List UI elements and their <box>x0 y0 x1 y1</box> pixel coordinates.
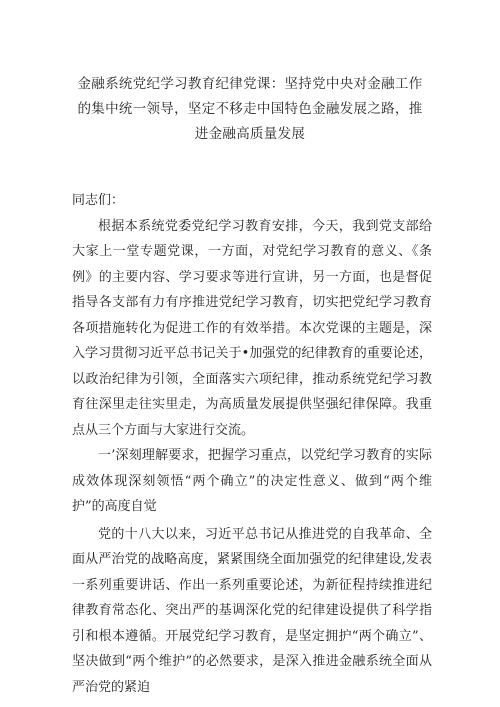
body-paragraph: 党的十八大以来，习近平总书记从推进党的自我革命、全面从严治党的战略高度，紧紧围绕全面加强党的纪律建设,发表一系列重要讲话、作出一系列重要论述，为新征程持续推进纪律教育常态化、突出严的基调深化党的纪律建设提供了科学指引和根本遵循。开展党纪学习教育，是坚定拥护“两个确立”、坚决做到“两个维护”的必然要求，是深入推进金融系统全面从严治党的紧迫 <box>72 526 432 695</box>
body-paragraph: 根据本系统党委党纪学习教育安排，今天，我到党支部给大家上一堂专题党课，一方面，对党纪学习教育的意义、《条例》的主要内容、学习要求等进行宣讲，另一方面，也是督促指导各支部有力有序推进党纪学习教育，切实把党纪学习教育各项措施转化为促进工作的有效举措。本次党课的主题是，深入学习贯彻习近平总书记关于•加强党的纪律教育的重要论述，以政治纪律为引领，全面落实六项纪律，推动系统党纪学习教育往深里走往实里走，为高质量发展提供坚强纪律保障。我重点从三个方面与大家进行交流。 <box>72 218 432 438</box>
title-line: 金融系统党纪学习教育纪律党课：坚持党中央对金融工作 <box>77 76 423 92</box>
title-line: 的集中统一领导，坚定不移走中国特色金融发展之路，推 <box>77 101 423 117</box>
document-title <box>72 72 428 147</box>
section-heading: 一’深刻理解要求，把握学习重点，以党纪学习教育的实际成效体现深刻领悟“两个确立”的决定性意义、做到“两个维护”的高度自觉 <box>72 448 432 514</box>
document-body <box>72 188 432 700</box>
title-line: 进金融高质量发展 <box>194 126 306 142</box>
salutation: 同志们： <box>72 193 125 208</box>
